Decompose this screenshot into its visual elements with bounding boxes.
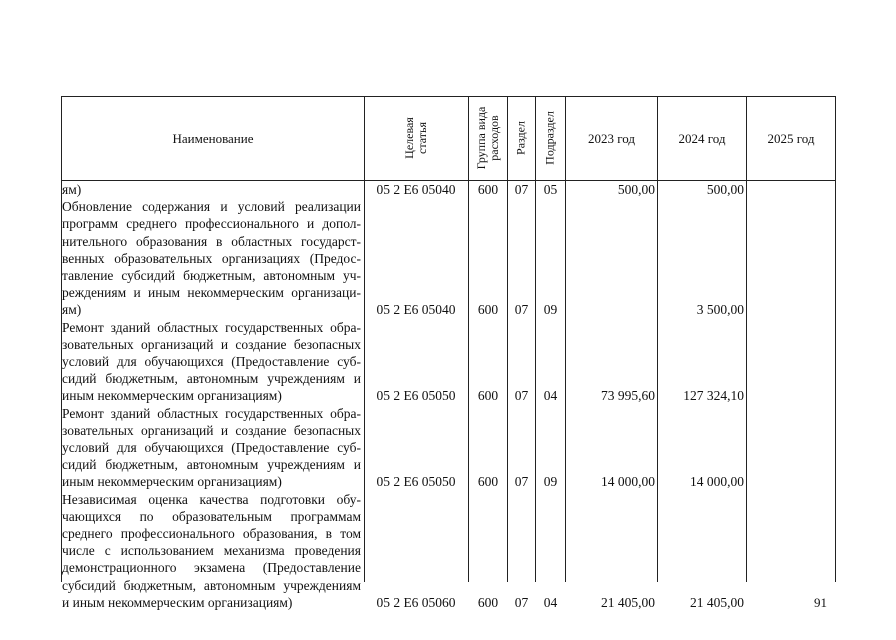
row-2024: 3 500,00 [696,302,744,318]
row-section: 07 [514,594,529,610]
row-subsection: 05 [543,182,558,197]
row-name-line: венных образовательных организациях (Предос- [62,250,361,266]
row-2023: 73 995,60 [601,388,655,404]
row-name-line: зовательных организаций и создание безопасных [62,336,361,352]
col-border-3 [507,96,508,582]
header-subsection: Подраздел [542,111,557,165]
row-expense-group: 600 [477,388,499,404]
row-target-article: 05 2 Е6 05050 [376,388,456,404]
row-name-line: реждениям и иным некоммерческим организаци- [62,285,361,301]
header-expense-group: Группа вида расходов [474,106,501,170]
row-target-article: 05 2 Е6 05060 [376,594,456,610]
row-section: 07 [514,388,529,404]
row-name-line: Независимая оценка качества подготовки обу- [62,491,361,507]
row-expense-group: 600 [477,474,499,490]
row-expense-group: 600 [477,594,499,610]
row-2024: 127 324,10 [683,388,744,404]
page-number: 91 [814,595,827,610]
row-2023: 500,00 [617,182,655,197]
col-border-4 [535,96,536,582]
header-section: Раздел [513,121,528,155]
row-section: 07 [514,474,529,490]
row-subsection: 04 [543,388,558,404]
row-2024: 14 000,00 [690,474,744,490]
row-name-line: иным некоммерческим организациям) [62,474,282,490]
row-target-article: 05 2 Е6 05040 [376,302,456,318]
row-2023: 21 405,00 [601,594,655,610]
row-name-line: среднего профессионального образования, в том [62,526,361,541]
header-2025: 2025 год [767,130,815,146]
row-name-line: чающихся по образовательным программам [62,508,361,524]
row-2024: 500,00 [706,182,744,197]
row-name-line: Ремонт зданий областных государственных обра- [62,319,361,335]
row-2024: 21 405,00 [690,594,744,610]
row-expense-group: 600 [477,182,499,197]
row-subsection: 04 [543,594,558,610]
row-name-line: программ среднего профессионального и допол- [62,216,361,232]
header-name: Наименование [172,130,254,146]
row-name-line: и иным некоммерческим организациям) [62,594,293,610]
row-target-article: 05 2 Е6 05040 [376,182,456,197]
row-section: 07 [514,302,529,318]
header-2023: 2023 год [588,130,635,146]
row-expense-group: 600 [477,302,499,318]
row-name-line: тавление субсидий бюджетным, автономным уч- [62,268,361,283]
row-name-line: числе с использованием механизма проведения [62,543,361,559]
col-border-8 [835,96,836,582]
row-subsection: 09 [543,302,558,318]
row-target-article: 05 2 Е6 05050 [376,474,456,490]
row-2023: 14 000,00 [601,474,655,490]
row-name-line: зовательных организаций и создание безопасных [62,422,361,438]
col-border-1 [364,96,365,582]
row-subsection: 09 [543,474,558,490]
row-name-line: сидий бюджетным, автономным учреждениям и [62,371,361,387]
row-name-line: ям) [62,302,82,318]
row-name-line: иным некоммерческим организациям) [62,388,282,404]
header-2024: 2024 год [678,130,726,146]
row-name-line: ям) [62,182,82,197]
row-name-line: сидий бюджетным, автономным учреждениям и [62,457,361,473]
row-name-line: условий для обучающихся (Предоставление суб- [62,354,361,369]
row-section: 07 [514,182,529,197]
row-name-line: Обновление содержания и условий реализации [62,199,361,215]
row-name-line: условий для обучающихся (Предоставление суб- [62,440,361,455]
header-target-article: Целевая статья [402,117,429,159]
row-name-line: Ремонт зданий областных государственных обра- [62,405,361,421]
row-name-line: демонстрационного экзамена (Предоставление [62,560,361,576]
col-border-2 [468,96,469,582]
row-name-line: нительного образования в областных государст- [62,233,361,249]
row-name-line: субсидий бюджетным, автономным учреждениям [62,577,361,593]
